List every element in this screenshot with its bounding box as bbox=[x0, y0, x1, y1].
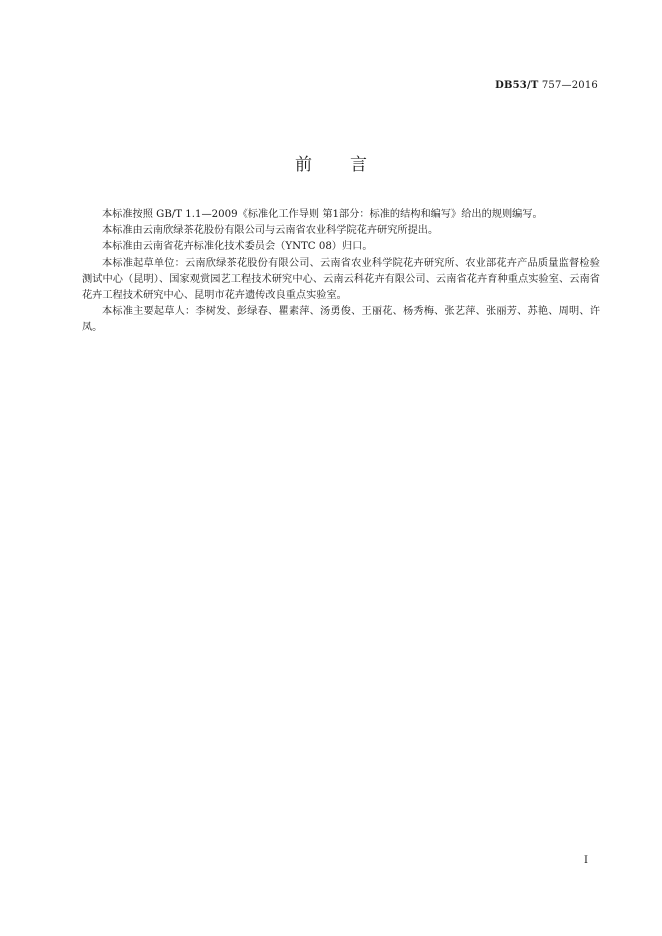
paragraph-drafters: 本标准主要起草人：李树发、彭绿春、瞿素萍、汤勇俊、王丽花、杨秀梅、张艺萍、张丽芳、苏艳、周明、许凤。 bbox=[82, 306, 600, 334]
paragraph-committee: 本标准由云南省花卉标准化技术委员会（YNTC 08）归口。 bbox=[102, 241, 373, 253]
paragraph-drafting-units: 本标准起草单位：云南欣绿茶花股份有限公司、云南省农业科学院花卉研究所、农业部花卉产品质量监督检验测试中心（昆明）、国家观赏园艺工程技术研究中心、云南云科花卉有限公司、云南省花卉育种重点实验室、云南省花卉工程技术研究中心、昆明市花卉遗传改良重点实验室。 bbox=[82, 257, 600, 302]
standard-number: 757—2016 bbox=[541, 80, 598, 91]
standard-code: DB53/T bbox=[495, 80, 539, 91]
page-title: 前言 bbox=[295, 155, 405, 175]
paragraph-proposer: 本标准由云南欣绿茶花股份有限公司与云南省农业科学院花卉研究所提出。 bbox=[102, 225, 439, 237]
document-identifier bbox=[495, 80, 598, 91]
page-number: I bbox=[584, 855, 588, 866]
paragraph-drafting-rules: 本标准按照 GB/T 1.1—2009《标准化工作导则 第1部分：标准的结构和编写》给出的规则编写。 bbox=[102, 209, 543, 220]
foreword-body bbox=[82, 207, 600, 337]
